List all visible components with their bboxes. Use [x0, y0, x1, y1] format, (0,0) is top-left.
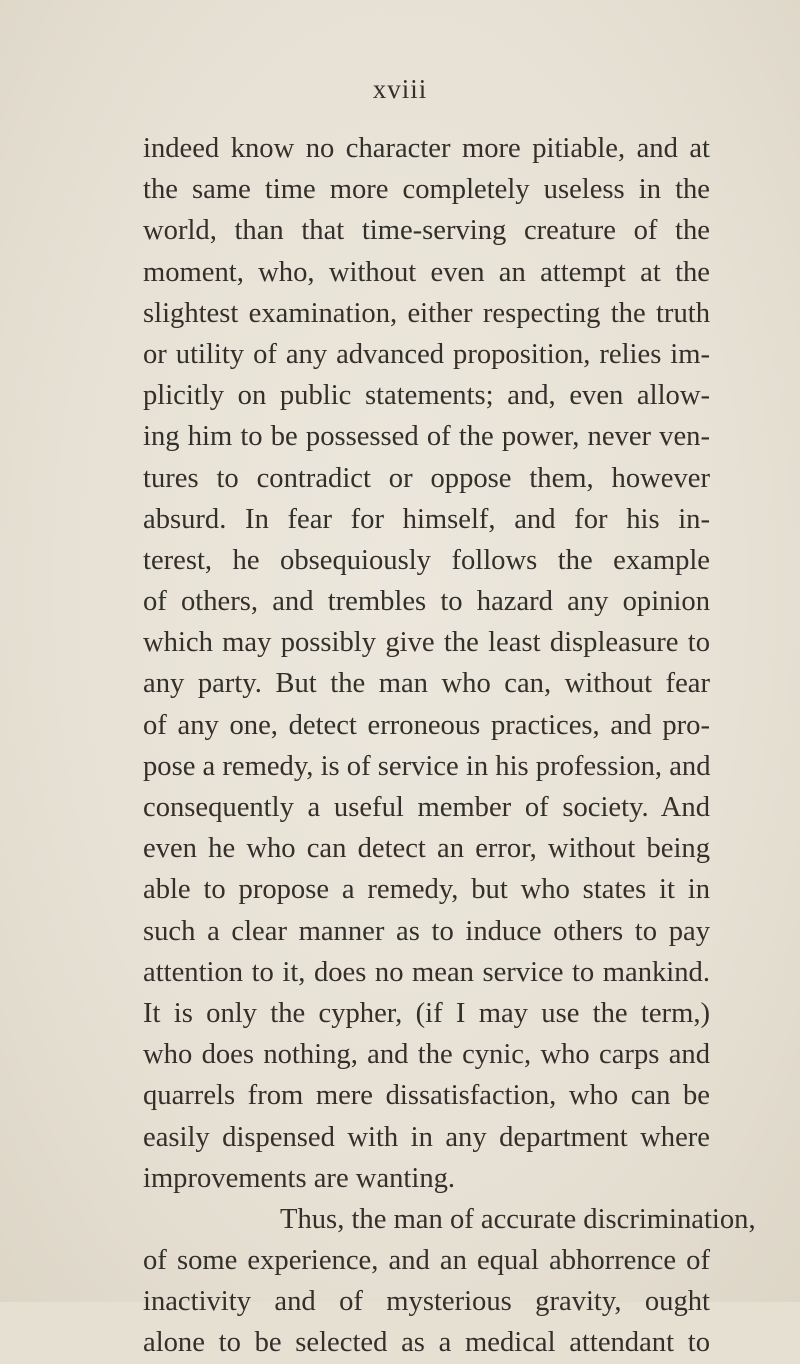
text-line: indeed know no character more pitiable, and at [143, 133, 710, 164]
text-line: any party. But the man who can, without fear [143, 668, 710, 700]
text-line: attention to it, does no mean service to mankind. [143, 956, 710, 988]
text-line: plicitly on public statements; and, even allow- [143, 380, 710, 412]
text-line: or utility of any advanced proposition, relies im- [143, 338, 710, 370]
page-number: xviii [372, 74, 428, 104]
text-line: able to propose a remedy, but who states it in [143, 874, 710, 906]
text-line: terest, he obsequiously follows the example [143, 544, 710, 576]
text-line: alone to be selected as a medical attendant to [143, 1327, 710, 1359]
text-line: of any one, detect erroneous practices, and pro- [143, 709, 710, 741]
text-line: It is only the cypher, (if I may use the term,) [143, 997, 710, 1029]
text-line: even he who can detect an error, without being [143, 833, 710, 865]
text-line: easily dispensed with in any department where [143, 1121, 710, 1153]
text-line: consequently a useful member of society. And [143, 792, 710, 823]
text-line: which may possibly give the least displeasure to [143, 627, 710, 659]
text-line: such a clear manner as to induce others to pay [143, 915, 710, 947]
body-text [143, 128, 756, 1364]
text-line: quarrels from mere dissatisfaction, who can be [143, 1080, 710, 1112]
text-line: ing him to be possessed of the power, never ven- [143, 421, 710, 453]
text-line: pose a remedy, is of service in his profession, and [143, 750, 711, 782]
text-line: slightest examination, either respecting the truth [143, 297, 710, 329]
paragraph-end-line: improvements are wanting. [143, 1162, 456, 1194]
text-line: of others, and trembles to hazard any opinion [143, 586, 710, 618]
text-line: who does nothing, and the cynic, who carps and [143, 1039, 710, 1071]
paragraph-start-line: Thus, the man of accurate discrimination, [280, 1203, 756, 1235]
text-line: tures to contradict or oppose them, however [143, 462, 710, 494]
text-line: absurd. In fear for himself, and for his in- [143, 503, 710, 535]
text-line: world, than that time-serving creature of the [143, 215, 710, 247]
text-line: moment, who, without even an attempt at the [143, 256, 710, 288]
text-line: the same time more completely useless in the [143, 174, 710, 206]
text-line: of some experience, and an equal abhorrence of [143, 1245, 710, 1277]
text-line: inactivity and of mysterious gravity, ought [143, 1286, 710, 1318]
